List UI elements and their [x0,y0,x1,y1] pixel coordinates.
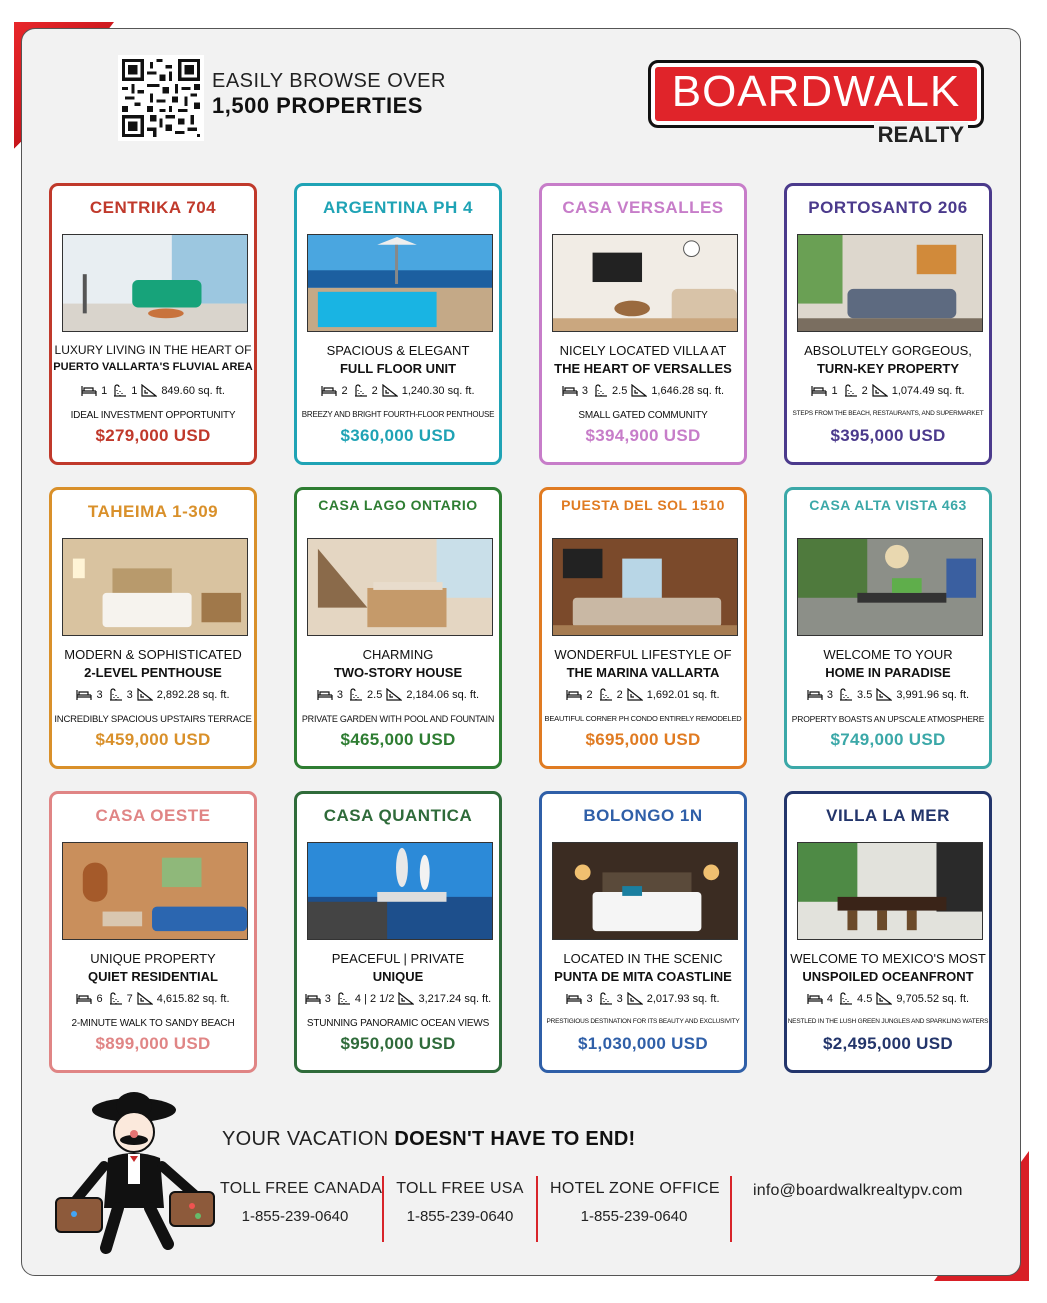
contact-hotel-zone[interactable] [550,1180,718,1225]
listing-description-line-1: CHARMING [362,647,434,662]
listing-specs [787,688,989,701]
listing-card[interactable] [784,791,992,1073]
contact-label: TOLL FREE USA [396,1180,524,1197]
listing-title: CASA ALTA VISTA 463 [809,497,967,513]
bed-icon [562,384,578,397]
listing-note: NESTLED IN THE LUSH GREEN JUNGLES AND SPARKLING WATERS [787,1018,989,1025]
listing-photo[interactable] [797,234,983,332]
contact-divider [382,1176,384,1242]
listing-specs [787,992,989,1005]
contact-label: TOLL FREE CANADA [220,1180,383,1197]
listing-area: 2,184.06 sq. ft. [406,688,480,701]
mascot-illustration [46,1088,216,1258]
bed-icon [566,992,582,1005]
listing-title: PUESTA DEL SOL 1510 [561,497,725,513]
listing-price: $695,000 USD [585,730,701,749]
listing-baths: 3 [616,992,623,1005]
listing-area: 1,692.01 sq. ft. [646,688,720,701]
listing-title: PORTOSANTO 206 [808,198,968,217]
listing-baths: 4.5 [857,992,873,1005]
listing-title: VILLA LA MER [826,806,950,825]
listing-description-line-1: MODERN & SOPHISTICATED [64,647,242,662]
listing-card[interactable] [294,487,502,769]
listing-card[interactable] [294,791,502,1073]
bed-icon [76,992,92,1005]
listing-note: STEPS FROM THE BEACH, RESTAURANTS, AND SUPERMARKET [792,410,984,417]
listing-area: 1,646.28 sq. ft. [651,384,725,397]
listing-area: 2,892.28 sq. ft. [156,688,230,701]
listing-description-line-1: SPACIOUS & ELEGANT [326,343,470,358]
listing-card[interactable] [539,791,747,1073]
listing-specs [52,992,254,1005]
contact-number[interactable]: 1-855-239-0640 [241,1208,349,1225]
listing-photo[interactable] [62,234,248,332]
area-icon [872,384,888,397]
bath-icon [837,992,853,1005]
listing-price: $465,000 USD [340,730,456,749]
listing-baths: 2 [371,384,378,397]
browse-properties-text [212,70,446,119]
listing-description-line-1: PEACEFUL | PRIVATE [331,951,465,966]
listing-description-line-2: QUIET RESIDENTIAL [87,969,218,984]
listing-specs [542,384,744,397]
bath-icon [597,688,613,701]
listing-beds: 3 [96,688,103,701]
bed-icon [317,688,333,701]
listing-price: $2,495,000 USD [823,1034,953,1053]
listing-card[interactable] [539,183,747,465]
listing-card[interactable] [784,487,992,769]
listing-photo[interactable] [307,538,493,636]
listing-price: $360,000 USD [340,426,456,445]
listing-specs [542,688,744,701]
contact-number[interactable]: 1-855-239-0640 [580,1208,688,1225]
area-icon [382,384,398,397]
listing-baths: 3.5 [857,688,873,701]
listing-baths: 2 [861,384,868,397]
listing-specs [542,992,744,1005]
area-icon [627,992,643,1005]
contact-number[interactable]: 1-855-239-0640 [406,1208,514,1225]
bath-icon [597,992,613,1005]
listing-baths: 3 [126,688,133,701]
listing-card[interactable] [49,183,257,465]
contact-divider [536,1176,538,1242]
listing-title: CASA QUANTICA [323,806,473,825]
listing-note: BEAUTIFUL CORNER PH CONDO ENTIRELY REMODELED [544,714,742,723]
listing-beds: 3 [826,688,834,701]
listing-title: CASA VERSALLES [562,198,724,217]
bath-icon [842,384,858,397]
listing-specs [52,688,254,701]
listing-description-line-1: NICELY LOCATED VILLA AT [559,343,727,358]
logo-word: BOARDWALK [671,67,961,116]
browse-line-1: EASILY BROWSE OVER [212,70,446,92]
listing-baths: 2.5 [612,384,628,397]
listing-description-line-1: WONDERFUL LIFESTYLE OF [554,647,732,662]
listing-note: STUNNING PANORAMIC OCEAN VIEWS [306,1018,490,1029]
listing-description-line-2: THE MARINA VALLARTA [566,665,720,680]
listing-title: CENTRIKA 704 [89,198,217,217]
listing-description-line-2: TURN-KEY PROPERTY [816,361,960,376]
listing-description-line-2: PUNTA DE MITA COASTLINE [554,969,732,984]
listing-price: $899,000 USD [95,1034,211,1053]
bed-icon [566,688,582,701]
listing-description-line-2: THE HEART OF VERSALLES [554,361,732,376]
listing-card[interactable] [294,183,502,465]
bath-icon [111,384,127,397]
listing-area: 3,991.96 sq. ft. [896,688,970,701]
listing-area: 2,017.93 sq. ft. [646,992,720,1005]
contact-email[interactable]: info@boardwalkrealtypv.com [753,1182,963,1199]
area-icon [141,384,157,397]
listing-photo[interactable] [797,538,983,636]
listing-baths: 7 [126,992,133,1005]
listing-title: CASA OESTE [95,806,211,825]
listing-description-line-1: UNIQUE PROPERTY [90,951,216,966]
listing-beds: 6 [96,992,103,1005]
listing-description-line-2: HOME IN PARADISE [825,665,951,680]
bed-icon [81,384,97,397]
bed-icon [807,992,823,1005]
listing-description-line-2: PUERTO VALLARTA'S FLUVIAL AREA [53,361,253,373]
listing-note: PRESTIGIOUS DESTINATION FOR ITS BEAUTY AND EXCLUSIVITY [546,1018,740,1025]
listing-price: $395,000 USD [830,426,946,445]
bath-icon [347,688,363,701]
bath-icon [592,384,608,397]
listing-specs [297,992,499,1005]
browse-line-2: 1,500 PROPERTIES [212,93,423,118]
listing-description-line-2: FULL FLOOR UNIT [339,361,457,376]
listing-beds: 3 [581,384,589,397]
listing-beds: 2 [586,688,593,701]
listing-description-line-1: ABSOLUTELY GORGEOUS, [804,343,972,358]
tagline-regular: YOUR VACATION [222,1128,395,1150]
contact-divider [730,1176,732,1242]
bath-icon [837,688,853,701]
listing-specs [52,384,254,397]
listing-photo[interactable] [552,234,738,332]
listing-description-line-2: 2-LEVEL PENTHOUSE [84,665,222,680]
listing-photo[interactable] [552,842,738,940]
area-icon [137,992,153,1005]
listing-note: 2-MINUTE WALK TO SANDY BEACH [71,1018,235,1029]
bed-icon [807,688,823,701]
bath-icon [107,688,123,701]
footer-tagline [222,1128,636,1151]
listing-photo[interactable] [797,842,983,940]
listing-area: 1,240.30 sq. ft. [401,384,475,397]
listing-description-line-1: LOCATED IN THE SCENIC [563,951,723,966]
listing-description-line-1: WELCOME TO MEXICO'S MOST [790,951,986,966]
bath-icon [352,384,368,397]
area-icon [631,384,647,397]
listing-photo[interactable] [62,842,248,940]
listing-price: $950,000 USD [340,1034,456,1053]
bed-icon [321,384,337,397]
area-icon [876,688,892,701]
area-icon [627,688,643,701]
listing-note: BREEZY AND BRIGHT FOURTH-FLOOR PENTHOUSE [301,410,495,419]
listing-baths: 1 [131,384,138,397]
listing-description-line-1: WELCOME TO YOUR [823,647,953,662]
listing-price: $279,000 USD [95,426,211,445]
listing-card[interactable] [49,487,257,769]
listing-beds: 3 [324,992,331,1005]
area-icon [386,688,402,701]
listing-beds: 1 [101,384,108,397]
bed-icon [305,992,321,1005]
listing-price: $459,000 USD [95,730,211,749]
listing-area: 4,615.82 sq. ft. [156,992,230,1005]
listing-card[interactable] [49,791,257,1073]
listing-description-line-2: TWO-STORY HOUSE [333,665,463,680]
qr-code[interactable] [118,55,204,141]
listing-price: $394,900 USD [585,426,701,445]
listing-card[interactable] [784,183,992,465]
listing-description-line-2: UNSPOILED OCEANFRONT [802,969,974,984]
area-icon [398,992,414,1005]
listing-note: INCREDIBLY SPACIOUS UPSTAIRS TERRACE [54,714,252,725]
listing-specs [787,384,989,397]
listing-note: SMALL GATED COMMUNITY [578,410,708,421]
listing-beds: 3 [336,688,344,701]
listing-specs [297,688,499,701]
listing-card[interactable] [539,487,747,769]
listing-baths: 4 | 2 1/2 [354,992,395,1005]
listing-beds: 1 [831,384,838,397]
listing-title: CASA LAGO ONTARIO [318,497,478,513]
listing-note: PROPERTY BOASTS AN UPSCALE ATMOSPHERE [791,714,985,724]
listing-area: 9,705.52 sq. ft. [896,992,970,1005]
logo-sub: REALTY [874,122,968,148]
listing-area: 3,217.24 sq. ft. [418,992,492,1005]
listing-beds: 2 [341,384,348,397]
bed-icon [76,688,92,701]
listing-photo[interactable] [552,538,738,636]
area-icon [876,992,892,1005]
listing-title: TAHEIMA 1-309 [87,502,219,521]
listing-price: $1,030,000 USD [578,1034,708,1053]
listing-baths: 2.5 [367,688,383,701]
listing-area: 849.60 sq. ft. [161,384,225,397]
listing-title: BOLONGO 1N [583,806,703,825]
listing-description-line-2: UNIQUE [372,969,424,984]
bath-icon [107,992,123,1005]
listing-photo[interactable] [307,234,493,332]
contact-usa[interactable] [395,1180,525,1225]
area-icon [137,688,153,701]
tagline-bold: DOESN'T HAVE TO END! [394,1128,636,1150]
listing-description-line-1: LUXURY LIVING IN THE HEART OF [54,343,252,357]
listing-title: ARGENTINA PH 4 [323,198,473,217]
contact-canada[interactable] [220,1180,383,1225]
listing-photo[interactable] [62,538,248,636]
bed-icon [811,384,827,397]
listing-beds: 4 [826,992,834,1005]
listing-area: 1,074.49 sq. ft. [891,384,965,397]
listing-note: IDEAL INVESTMENT OPPORTUNITY [70,410,236,421]
bath-icon [335,992,351,1005]
listing-beds: 3 [586,992,593,1005]
listing-note: PRIVATE GARDEN WITH POOL AND FOUNTAIN [301,714,495,724]
boardwalk-realty-logo[interactable] [648,60,988,152]
contact-label: HOTEL ZONE OFFICE [550,1180,720,1197]
listing-baths: 2 [616,688,623,701]
listing-specs [297,384,499,397]
listing-price: $749,000 USD [830,730,946,749]
listing-photo[interactable] [307,842,493,940]
